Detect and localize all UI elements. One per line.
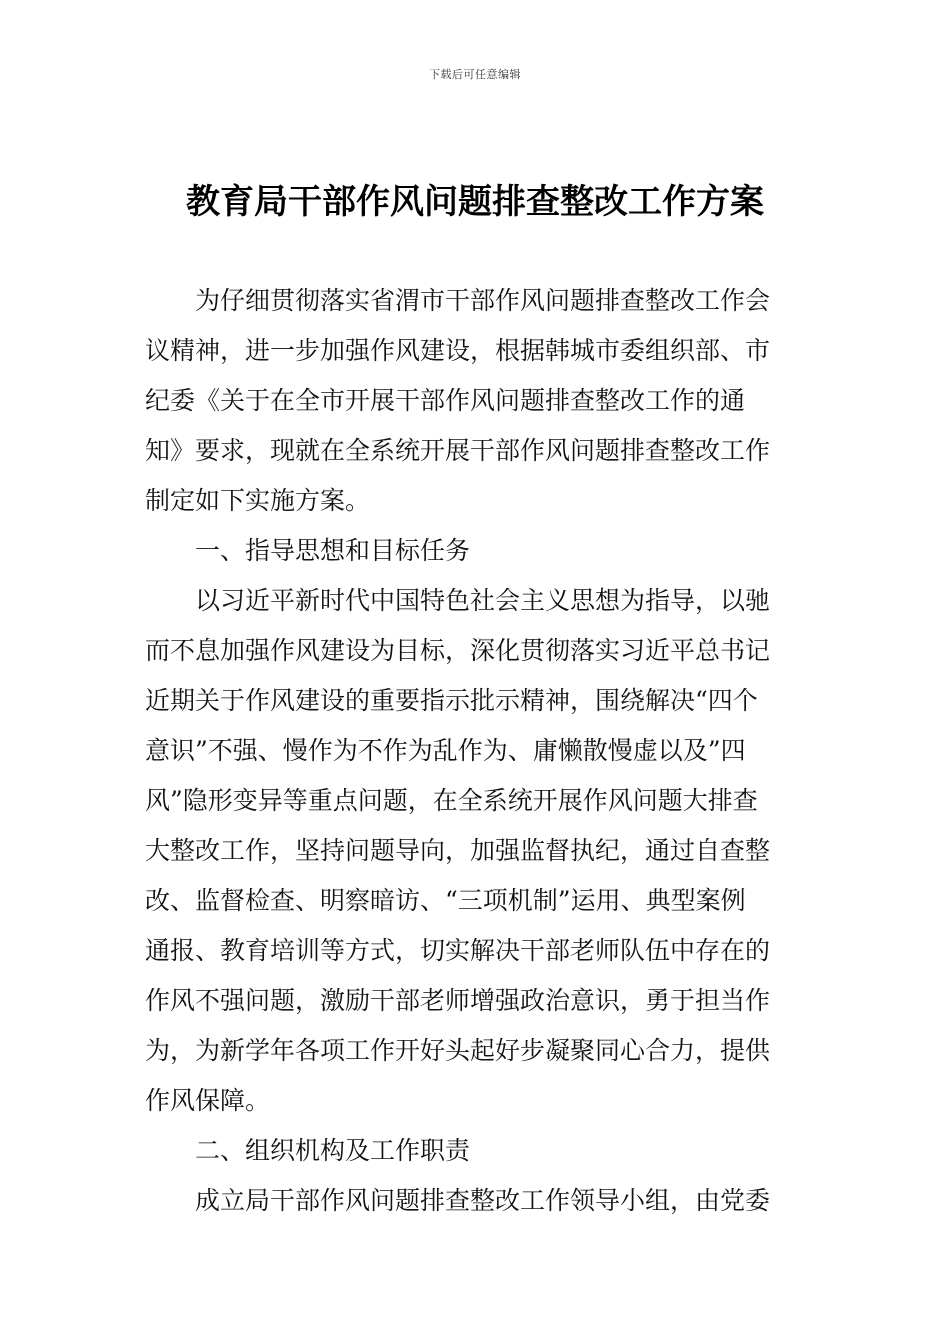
paragraph-line: 以习近平新时代中国特色社会主义思想为指导，以驰 xyxy=(195,586,771,615)
paragraph-line: 成立局干部作风问题排查整改工作领导小组，由党委 xyxy=(195,1186,771,1215)
paragraph-line: 近期关于作风建设的重要指示批示精神，围绕解决“四个 xyxy=(145,686,758,715)
paragraph-line: 作风保障。 xyxy=(145,1086,271,1115)
section-heading: 一、指导思想和目标任务 xyxy=(195,536,471,565)
header-note: 下载后可任意编辑 xyxy=(429,68,521,81)
paragraph-line: 作风不强问题，激励干部老师增强政治意识，勇于担当作 xyxy=(145,986,771,1015)
paragraph-line: 意识”不强、慢作为不作为乱作为、庸懒散慢虚以及”四 xyxy=(145,736,746,765)
paragraph-line: 制定如下实施方案。 xyxy=(145,486,371,515)
paragraph-line: 纪委《关于在全市开展干部作风问题排查整改工作的通 xyxy=(145,386,746,415)
document-body xyxy=(145,276,805,1226)
document-title: 教育局干部作风问题排查整改工作方案 xyxy=(186,182,764,222)
paragraph-line: 风”隐形变异等重点问题，在全系统开展作风问题大排查 xyxy=(145,786,758,815)
section-heading: 二、组织机构及工作职责 xyxy=(195,1136,471,1165)
paragraph-line: 大整改工作，坚持问题导向，加强监督执纪，通过自查整 xyxy=(145,836,771,865)
paragraph-line: 为仔细贯彻落实省渭市干部作风问题排查整改工作会 xyxy=(195,286,771,315)
paragraph-line: 为，为新学年各项工作开好头起好步凝聚同心合力，提供 xyxy=(145,1036,771,1065)
paragraph-line: 而不息加强作风建设为目标，深化贯彻落实习近平总书记 xyxy=(145,636,771,665)
paragraph-line: 议精神，进一步加强作风建设，根据韩城市委组织部、市 xyxy=(145,336,771,365)
paragraph-line: 知》要求，现就在全系统开展干部作风问题排查整改工作 xyxy=(145,436,771,465)
paragraph-line: 改、监督检查、明察暗访、“三项机制”运用、典型案例 xyxy=(145,886,746,915)
paragraph-line: 通报、教育培训等方式，切实解决干部老师队伍中存在的 xyxy=(145,936,771,965)
